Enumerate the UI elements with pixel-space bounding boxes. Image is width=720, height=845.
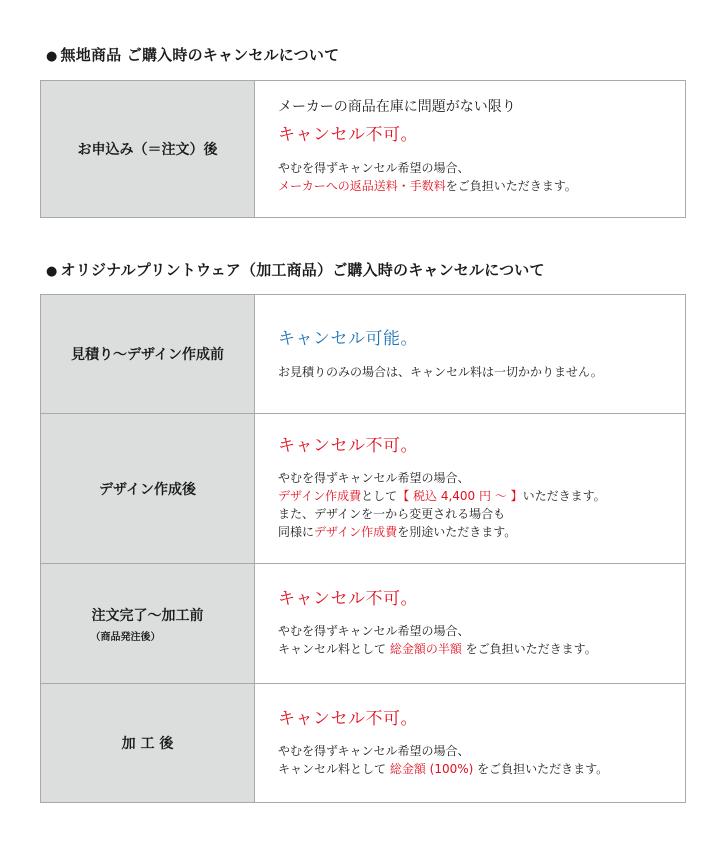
status-text: キャンセル可能。 — [278, 329, 418, 349]
row-label — [41, 564, 255, 684]
row-label: 加 工 後 — [41, 684, 255, 803]
status-text: キャンセル不可。 — [278, 125, 418, 145]
row-label-text: 注文完了〜加工前 — [91, 607, 204, 624]
detail-line: やむを得ずキャンセル希望の場合、 — [278, 161, 470, 175]
status-text: キャンセル不可。 — [278, 709, 418, 729]
table-row — [41, 564, 686, 684]
section-title-custom-print — [46, 259, 545, 280]
detail-text-span: キャンセル料として — [278, 642, 390, 656]
detail-line: やむを得ずキャンセル希望の場合、 — [278, 471, 470, 485]
row-label: 見積り〜デザイン作成前 — [41, 295, 255, 414]
lead-text: メーカーの商品在庫に問題がない限り — [278, 99, 516, 115]
detail-line: お見積りのみの場合は、キャンセル料は一切かかりません。 — [278, 365, 603, 379]
bullet-icon: ● — [46, 49, 58, 64]
detail-text-span: をご負担いただきます。 — [473, 762, 609, 776]
highlight-text: メーカーへの返品送料・手数料 — [278, 179, 446, 193]
bullet-icon: ● — [46, 264, 58, 279]
detail-line — [278, 760, 685, 778]
status-text: キャンセル不可。 — [278, 589, 418, 609]
detail-line — [278, 177, 685, 195]
detail-line — [278, 523, 685, 541]
table-row — [41, 295, 686, 414]
highlight-text: 総金額 (100%) — [389, 762, 474, 776]
detail-text — [278, 159, 685, 195]
cancel-table-plain-goods — [40, 80, 686, 218]
detail-line: やむを得ずキャンセル希望の場合、 — [278, 744, 470, 758]
table-row — [41, 81, 686, 218]
row-label: デザイン作成後 — [41, 414, 255, 564]
row-content — [255, 684, 686, 803]
highlight-text: デザイン作成費 — [314, 525, 398, 539]
table-row — [41, 414, 686, 564]
cancel-table-custom-print — [40, 294, 686, 803]
status-text: キャンセル不可。 — [278, 436, 418, 456]
detail-text — [278, 469, 685, 541]
table-row — [41, 684, 686, 803]
detail-text-span: キャンセル料として — [278, 762, 390, 776]
detail-text-span: 同様に — [278, 525, 315, 539]
detail-text-span: を別途いただきます。 — [397, 525, 517, 539]
section-title-plain-goods — [46, 44, 339, 65]
detail-text-span: をご負担いただきます。 — [461, 642, 597, 656]
row-sublabel: （商品発注後） — [90, 631, 161, 643]
price-highlight: 【 税込 4,400 円 〜 】 — [397, 489, 523, 503]
row-content — [255, 564, 686, 684]
detail-text — [278, 742, 685, 778]
detail-text-span: をご負担いただきます。 — [445, 179, 577, 193]
highlight-text: デザイン作成費 — [278, 489, 362, 503]
detail-text — [278, 622, 685, 658]
row-content — [255, 81, 686, 218]
detail-text-span: として — [361, 489, 398, 503]
detail-line: また、デザインを一から変更される場合も — [278, 507, 506, 521]
detail-line — [278, 487, 685, 505]
detail-line — [278, 640, 685, 658]
highlight-text: 総金額の半額 — [389, 642, 462, 656]
detail-line: やむを得ずキャンセル希望の場合、 — [278, 624, 470, 638]
row-content — [255, 295, 686, 414]
row-content — [255, 414, 686, 564]
section-title-text: オリジナルプリントウェア（加工商品）ご購入時のキャンセルについて — [60, 261, 545, 279]
row-label: お申込み（＝注文）後 — [41, 81, 255, 218]
section-title-text: 無地商品 ご購入時のキャンセルについて — [60, 46, 340, 64]
detail-text-span: いただきます。 — [522, 489, 606, 503]
